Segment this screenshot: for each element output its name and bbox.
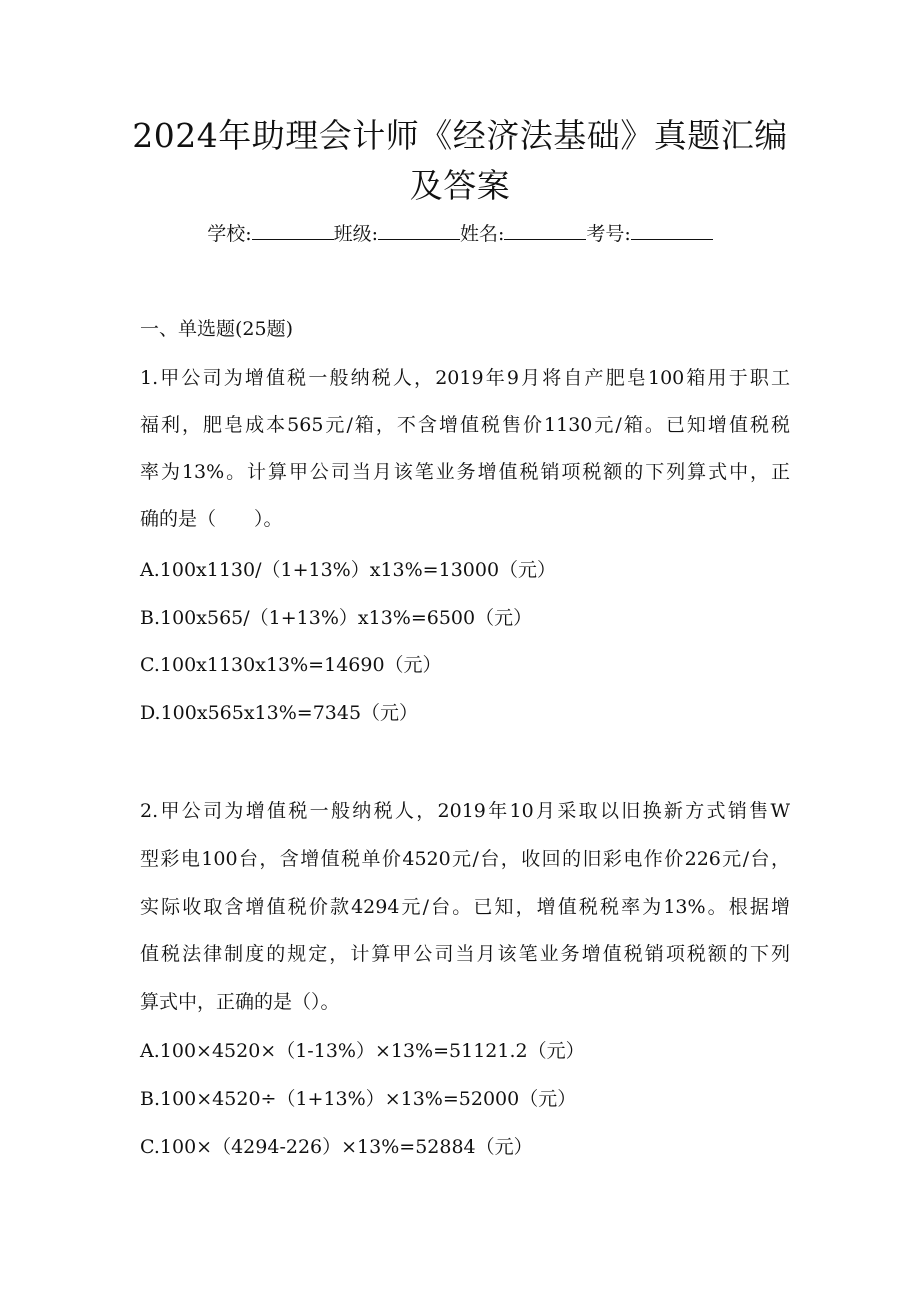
exam-number-label: 考号: [586,223,631,245]
question-2-option-b: B.100×4520÷（1+13%）×13%=52000（元） [140,1088,577,1110]
question-2-text-line: 算式中，正确的是（）。 [140,991,340,1013]
question-2-text-line: 值税法律制度的规定，计算甲公司当月该笔业务增值税销项税额的下列 [140,943,790,965]
question-1-text-line: 率为13%。计算甲公司当月该笔业务增值税销项税额的下列算式中，正 [140,461,790,483]
question-2-text-line: 实际收取含增值税价款4294元/台。已知，增值税税率为13%。根据增 [140,896,790,918]
question-1-option-a: A.100x1130/（1+13%）x13%=13000（元） [140,559,557,581]
school-blank [252,221,334,240]
document-title-line-1: 2024年助理会计师《经济法基础》真题汇编 [132,116,788,155]
question-1-text-line: 1.甲公司为增值税一般纳税人，2019年9月将自产肥皂100箱用于职工 [140,367,790,389]
question-1-text-line: 福利，肥皂成本565元/箱，不含增值税售价1130元/箱。已知增值税税 [140,414,790,436]
exam-number-blank [631,221,713,240]
class-label: 班级: [333,223,378,245]
question-1-option-d: D.100x565x13%=7345（元） [140,702,419,724]
document-title-line-2: 及答案 [409,166,511,205]
name-label: 姓名: [460,223,505,245]
class-blank [378,221,460,240]
school-label: 学校: [207,223,252,245]
question-2-option-a: A.100×4520×（1-13%）×13%=51121.2（元） [140,1040,585,1062]
question-1-text-line: 确的是（ ）。 [140,508,283,530]
question-1-option-b: B.100x565/（1+13%）x13%=6500（元） [140,607,533,629]
name-blank [504,221,586,240]
question-2-option-c: C.100×（4294-226）×13%=52884（元） [140,1136,533,1158]
question-2-text-line: 2.甲公司为增值税一般纳税人，2019年10月采取以旧换新方式销售W [140,800,790,822]
question-2-text-line: 型彩电100台，含增值税单价4520元/台，收回的旧彩电作价226元/台， [140,848,790,870]
student-info-row [0,220,920,248]
question-1-option-c: C.100x1130x13%=14690（元） [140,654,442,676]
section-heading: 一、单选题(25题) [140,318,294,340]
